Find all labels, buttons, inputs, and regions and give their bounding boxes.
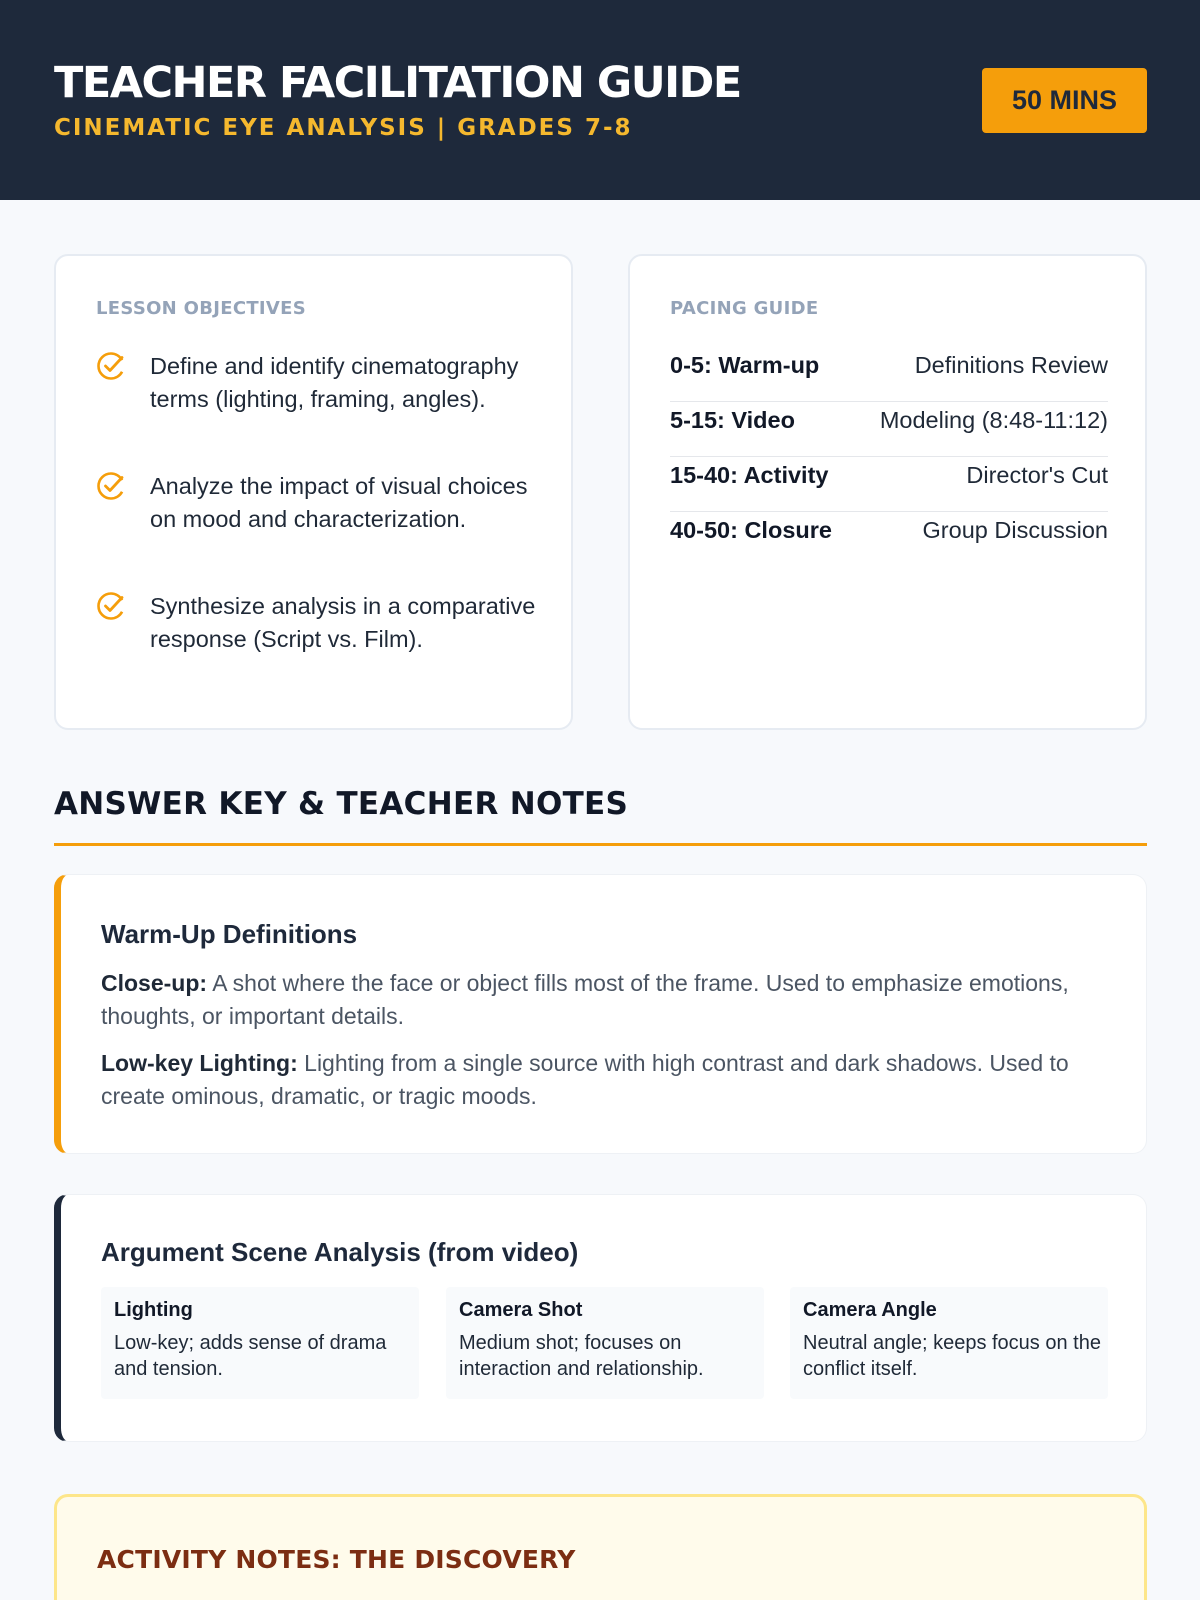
page-subtitle: CINEMATIC EYE ANALYSIS | GRADES 7-8 [54,115,633,141]
duration-badge: 50 MINS [982,68,1147,133]
analysis-cell-camera-angle [790,1287,1108,1399]
pacing-time: 0-5: Warm-up [670,352,820,378]
scene-analysis-card [54,1194,1147,1442]
pacing-time: 40-50: Closure [670,517,832,543]
analysis-cell-title: Camera Shot [459,1299,583,1321]
objective-text: Analyze the impact of visual choices on mood and characterization. [150,473,528,532]
analysis-cell-title: Lighting [114,1299,193,1321]
lesson-objectives-label: LESSON OBJECTIVES [96,298,307,319]
pacing-time: 5-15: Video [670,407,795,433]
warmup-title: Warm-Up Definitions [101,919,358,949]
definition-close-up [101,967,1081,1033]
definition-term: Low-key Lighting: [101,1050,298,1076]
objective-text: Synthesize analysis in a comparative response (Script vs. Film). [150,593,536,652]
pacing-activity: Modeling (8:48-11:12) [879,407,1108,433]
section-divider [54,843,1147,846]
analysis-cell-text: Medium shot; focuses on interaction and relationship. [459,1332,704,1380]
page-title: TEACHER FACILITATION GUIDE [54,58,741,108]
analysis-cell-camera-shot [446,1287,764,1399]
pacing-guide-card [628,254,1147,730]
answer-key-heading: ANSWER KEY & TEACHER NOTES [54,786,629,822]
pacing-activity: Definitions Review [914,352,1108,378]
analysis-cell-text: Neutral angle; keeps focus on the conflict itself. [803,1332,1101,1380]
definition-term: Close-up: [101,970,208,996]
warmup-definitions-card [54,874,1147,1154]
scene-analysis-title: Argument Scene Analysis (from video) [101,1237,579,1267]
check-circle-icon [96,350,128,382]
pacing-activity: Group Discussion [922,517,1108,543]
analysis-cell-lighting [101,1287,419,1399]
activity-notes-title: ACTIVITY NOTES: THE DISCOVERY [97,1545,576,1574]
definition-text: A shot where the face or object fills most of the frame. Used to emphasize emotions, thoughts, or important details. [101,970,1069,1029]
pacing-row [670,350,1108,402]
pacing-row [670,515,1108,567]
check-circle-icon [96,590,128,622]
pacing-time: 15-40: Activity [670,462,829,488]
pacing-activity: Director's Cut [966,462,1108,488]
page-header [0,0,1200,200]
pacing-row [670,405,1108,457]
definition-low-key-lighting [101,1047,1081,1113]
pacing-guide-label: PACING GUIDE [670,298,819,319]
analysis-cell-title: Camera Angle [803,1299,937,1321]
objective-text: Define and identify cinematography terms (lighting, framing, angles). [150,353,519,412]
analysis-cell-text: Low-key; adds sense of drama and tension. [114,1332,387,1380]
pacing-row [670,460,1108,512]
check-circle-icon [96,470,128,502]
lesson-objectives-card [54,254,573,730]
activity-notes-card [54,1494,1147,1600]
definition-text: Lighting from a single source with high contrast and dark shadows. Used to create ominous, dramatic, or tragic moods. [101,1050,1069,1109]
